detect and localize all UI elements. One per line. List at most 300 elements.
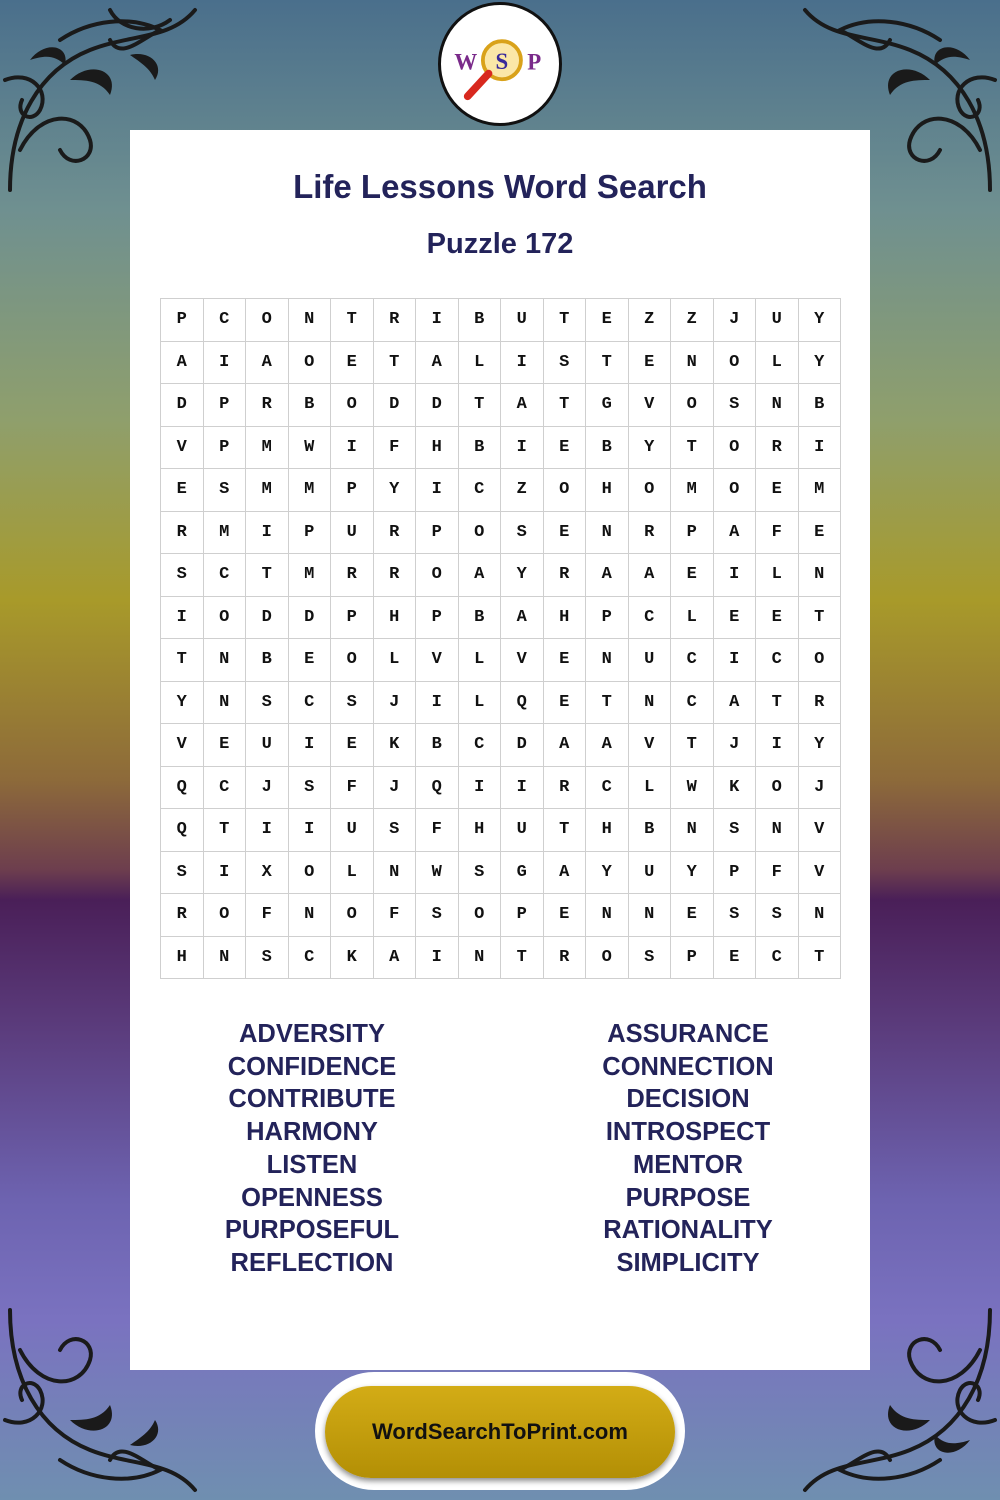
grid-cell: F: [373, 426, 416, 469]
grid-cell: B: [586, 426, 629, 469]
grid-row: [161, 851, 841, 894]
grid-cell: S: [246, 936, 289, 979]
grid-cell: Y: [373, 469, 416, 512]
grid-cell: A: [586, 724, 629, 767]
grid-cell: N: [288, 894, 331, 937]
grid-cell: O: [331, 894, 374, 937]
word-list-item: MENTOR: [632, 1150, 744, 1179]
grid-cell: F: [416, 809, 459, 852]
grid-cell: M: [246, 469, 289, 512]
grid-cell: S: [416, 894, 459, 937]
grid-cell: V: [416, 639, 459, 682]
grid-cell: M: [203, 511, 246, 554]
grid-cell: Y: [671, 851, 714, 894]
grid-cell: I: [416, 469, 459, 512]
grid-cell: R: [543, 554, 586, 597]
grid-row: [161, 894, 841, 937]
grid-cell: Z: [628, 299, 671, 342]
grid-cell: Q: [161, 809, 204, 852]
grid-cell: B: [798, 384, 841, 427]
grid-cell: E: [331, 341, 374, 384]
grid-cell: I: [756, 724, 799, 767]
grid-cell: N: [586, 894, 629, 937]
grid-cell: L: [458, 639, 501, 682]
grid-cell: F: [756, 511, 799, 554]
grid-cell: T: [331, 299, 374, 342]
grid-row: [161, 936, 841, 979]
grid-cell: T: [501, 936, 544, 979]
grid-cell: O: [331, 639, 374, 682]
grid-cell: S: [288, 766, 331, 809]
grid-cell: I: [416, 299, 459, 342]
grid-cell: C: [203, 554, 246, 597]
grid-cell: U: [628, 851, 671, 894]
grid-cell: T: [161, 639, 204, 682]
grid-cell: I: [246, 809, 289, 852]
grid-cell: V: [628, 724, 671, 767]
grid-cell: I: [416, 936, 459, 979]
grid-cell: H: [416, 426, 459, 469]
grid-cell: E: [713, 596, 756, 639]
grid-cell: H: [586, 469, 629, 512]
grid-cell: I: [501, 426, 544, 469]
grid-cell: S: [713, 894, 756, 937]
word-list-item: INTROSPECT: [605, 1118, 771, 1147]
grid-cell: E: [543, 639, 586, 682]
grid-cell: N: [671, 809, 714, 852]
grid-cell: V: [798, 851, 841, 894]
grid-cell: L: [628, 766, 671, 809]
word-list-item: HARMONY: [246, 1118, 378, 1147]
grid-cell: R: [543, 936, 586, 979]
grid-row: [161, 511, 841, 554]
grid-cell: I: [501, 766, 544, 809]
grid-cell: R: [373, 299, 416, 342]
word-list-item: REFLECTION: [230, 1248, 394, 1277]
grid-cell: B: [246, 639, 289, 682]
grid-cell: F: [331, 766, 374, 809]
grid-cell: N: [586, 639, 629, 682]
grid-cell: E: [756, 469, 799, 512]
grid-cell: C: [756, 936, 799, 979]
word-list-item: SIMPLICITY: [616, 1248, 760, 1277]
grid-cell: O: [628, 469, 671, 512]
grid-cell: Y: [161, 681, 204, 724]
grid-cell: A: [501, 384, 544, 427]
grid-cell: N: [373, 851, 416, 894]
grid-cell: E: [671, 554, 714, 597]
grid-cell: T: [458, 384, 501, 427]
grid-row: [161, 341, 841, 384]
grid-cell: C: [458, 724, 501, 767]
grid-cell: M: [288, 469, 331, 512]
grid-cell: A: [713, 681, 756, 724]
grid-cell: P: [501, 894, 544, 937]
word-list-item: LISTEN: [266, 1150, 358, 1179]
grid-cell: H: [543, 596, 586, 639]
grid-cell: N: [586, 511, 629, 554]
grid-cell: Q: [161, 766, 204, 809]
grid-cell: C: [288, 681, 331, 724]
grid-cell: E: [713, 936, 756, 979]
grid-cell: N: [756, 384, 799, 427]
word-list-item: DECISION: [626, 1085, 750, 1114]
grid-cell: S: [628, 936, 671, 979]
footer-container: [315, 1372, 685, 1490]
grid-cell: E: [671, 894, 714, 937]
grid-cell: D: [288, 596, 331, 639]
grid-cell: B: [458, 596, 501, 639]
grid-cell: U: [246, 724, 289, 767]
grid-cell: S: [161, 554, 204, 597]
grid-cell: S: [161, 851, 204, 894]
grid-cell: A: [246, 341, 289, 384]
grid-cell: T: [798, 936, 841, 979]
grid-cell: I: [203, 851, 246, 894]
grid-cell: Y: [501, 554, 544, 597]
grid-cell: D: [501, 724, 544, 767]
grid-cell: I: [713, 639, 756, 682]
logo-letter-s: S: [495, 48, 509, 74]
word-list-item: OPENNESS: [241, 1183, 383, 1212]
grid-cell: P: [203, 384, 246, 427]
grid-cell: O: [288, 851, 331, 894]
grid-row: [161, 554, 841, 597]
grid-cell: S: [331, 681, 374, 724]
grid-cell: T: [543, 299, 586, 342]
word-list-left: [182, 1018, 442, 1280]
grid-cell: Q: [501, 681, 544, 724]
word-list-right: [558, 1018, 818, 1280]
grid-cell: H: [161, 936, 204, 979]
site-logo[interactable]: [438, 2, 562, 126]
puzzle-number: Puzzle 172: [426, 228, 574, 260]
grid-cell: E: [798, 511, 841, 554]
grid-cell: N: [671, 341, 714, 384]
logo-letter-w: W: [454, 49, 478, 75]
website-link-button[interactable]: WordSearchToPrint.com: [325, 1386, 675, 1478]
grid-cell: T: [373, 341, 416, 384]
grid-cell: V: [161, 724, 204, 767]
grid-cell: O: [713, 426, 756, 469]
grid-cell: J: [798, 766, 841, 809]
grid-cell: D: [373, 384, 416, 427]
grid-cell: A: [586, 554, 629, 597]
grid-cell: J: [713, 299, 756, 342]
grid-cell: O: [288, 341, 331, 384]
grid-cell: O: [798, 639, 841, 682]
word-list-item: RATIONALITY: [603, 1216, 773, 1245]
grid-cell: R: [543, 766, 586, 809]
grid-cell: A: [458, 554, 501, 597]
grid-cell: U: [331, 511, 374, 554]
grid-cell: L: [671, 596, 714, 639]
grid-cell: V: [628, 384, 671, 427]
grid-cell: M: [288, 554, 331, 597]
word-list-item: ADVERSITY: [239, 1020, 385, 1048]
grid-cell: I: [458, 766, 501, 809]
grid-cell: J: [246, 766, 289, 809]
puzzle-sheet: [130, 130, 870, 1370]
grid-cell: I: [713, 554, 756, 597]
grid-cell: A: [501, 596, 544, 639]
page-title: Life Lessons Word Search: [293, 168, 707, 205]
grid-cell: O: [756, 766, 799, 809]
grid-cell: Y: [798, 299, 841, 342]
grid-cell: N: [798, 894, 841, 937]
grid-cell: O: [713, 341, 756, 384]
grid-cell: J: [373, 766, 416, 809]
word-list-item: CONNECTION: [602, 1052, 774, 1081]
grid-cell: S: [458, 851, 501, 894]
grid-cell: A: [161, 341, 204, 384]
grid-cell: G: [501, 851, 544, 894]
grid-cell: U: [501, 809, 544, 852]
grid-cell: E: [543, 894, 586, 937]
grid-cell: B: [458, 426, 501, 469]
grid-cell: O: [458, 511, 501, 554]
grid-cell: L: [331, 851, 374, 894]
grid-cell: S: [246, 681, 289, 724]
grid-cell: C: [756, 639, 799, 682]
grid-row: [161, 639, 841, 682]
grid-cell: W: [671, 766, 714, 809]
logo-letter-p: P: [527, 49, 542, 75]
grid-cell: A: [713, 511, 756, 554]
grid-cell: R: [628, 511, 671, 554]
grid-cell: B: [628, 809, 671, 852]
grid-cell: I: [203, 341, 246, 384]
grid-row: [161, 596, 841, 639]
grid-row: [161, 469, 841, 512]
grid-cell: E: [543, 511, 586, 554]
grid-cell: F: [756, 851, 799, 894]
grid-cell: I: [288, 724, 331, 767]
grid-cell: J: [713, 724, 756, 767]
grid-cell: C: [458, 469, 501, 512]
grid-cell: K: [713, 766, 756, 809]
grid-cell: N: [203, 936, 246, 979]
word-list-item: ASSURANCE: [607, 1020, 769, 1048]
word-list-item: CONTRIBUTE: [228, 1085, 396, 1114]
grid-cell: J: [373, 681, 416, 724]
grid-row: [161, 299, 841, 342]
grid-cell: H: [458, 809, 501, 852]
grid-cell: I: [331, 426, 374, 469]
grid-cell: T: [798, 596, 841, 639]
grid-cell: A: [543, 851, 586, 894]
grid-cell: C: [586, 766, 629, 809]
grid-cell: L: [756, 341, 799, 384]
grid-cell: D: [246, 596, 289, 639]
grid-cell: D: [161, 384, 204, 427]
grid-cell: O: [203, 596, 246, 639]
grid-row: [161, 426, 841, 469]
grid-cell: N: [203, 639, 246, 682]
grid-cell: S: [373, 809, 416, 852]
grid-cell: T: [586, 681, 629, 724]
grid-cell: E: [288, 639, 331, 682]
grid-cell: Y: [586, 851, 629, 894]
grid-cell: R: [373, 511, 416, 554]
grid-cell: S: [543, 341, 586, 384]
grid-cell: K: [331, 936, 374, 979]
grid-cell: Z: [671, 299, 714, 342]
grid-cell: O: [671, 384, 714, 427]
grid-cell: B: [416, 724, 459, 767]
grid-cell: N: [628, 681, 671, 724]
grid-cell: B: [288, 384, 331, 427]
grid-cell: A: [543, 724, 586, 767]
grid-cell: E: [161, 469, 204, 512]
grid-cell: N: [288, 299, 331, 342]
grid-cell: A: [373, 936, 416, 979]
grid-cell: R: [373, 554, 416, 597]
grid-cell: G: [586, 384, 629, 427]
word-list-item: CONFIDENCE: [227, 1052, 397, 1081]
grid-cell: E: [586, 299, 629, 342]
grid-cell: S: [713, 384, 756, 427]
grid-cell: A: [628, 554, 671, 597]
grid-cell: D: [416, 384, 459, 427]
grid-cell: F: [246, 894, 289, 937]
grid-cell: R: [161, 894, 204, 937]
grid-cell: I: [501, 341, 544, 384]
grid-cell: I: [288, 809, 331, 852]
grid-cell: P: [331, 596, 374, 639]
grid-cell: S: [756, 894, 799, 937]
grid-cell: C: [203, 766, 246, 809]
grid-cell: R: [331, 554, 374, 597]
grid-cell: V: [161, 426, 204, 469]
grid-cell: C: [288, 936, 331, 979]
grid-cell: C: [671, 681, 714, 724]
grid-cell: T: [543, 384, 586, 427]
grid-cell: W: [288, 426, 331, 469]
grid-cell: M: [798, 469, 841, 512]
grid-cell: E: [756, 596, 799, 639]
grid-cell: Y: [798, 341, 841, 384]
grid-cell: T: [246, 554, 289, 597]
grid-cell: U: [331, 809, 374, 852]
grid-cell: N: [798, 554, 841, 597]
grid-cell: A: [416, 341, 459, 384]
grid-row: [161, 766, 841, 809]
grid-cell: O: [331, 384, 374, 427]
grid-cell: H: [586, 809, 629, 852]
grid-cell: F: [373, 894, 416, 937]
grid-cell: T: [756, 681, 799, 724]
letter-grid: [160, 298, 841, 979]
grid-cell: O: [713, 469, 756, 512]
grid-cell: X: [246, 851, 289, 894]
grid-cell: R: [756, 426, 799, 469]
grid-cell: P: [161, 299, 204, 342]
grid-cell: I: [246, 511, 289, 554]
grid-cell: C: [628, 596, 671, 639]
grid-cell: R: [246, 384, 289, 427]
grid-cell: U: [628, 639, 671, 682]
grid-cell: H: [373, 596, 416, 639]
grid-cell: P: [331, 469, 374, 512]
grid-row: [161, 724, 841, 767]
grid-cell: T: [543, 809, 586, 852]
grid-cell: E: [543, 426, 586, 469]
magnifier-logo-icon: [441, 5, 559, 123]
grid-cell: W: [416, 851, 459, 894]
grid-cell: O: [586, 936, 629, 979]
word-list-item: PURPOSE: [625, 1183, 751, 1212]
grid-cell: L: [756, 554, 799, 597]
grid-cell: S: [713, 809, 756, 852]
grid-cell: N: [628, 894, 671, 937]
grid-cell: V: [501, 639, 544, 682]
grid-cell: E: [543, 681, 586, 724]
grid-cell: O: [458, 894, 501, 937]
grid-cell: B: [458, 299, 501, 342]
grid-cell: R: [161, 511, 204, 554]
grid-cell: I: [798, 426, 841, 469]
grid-cell: T: [203, 809, 246, 852]
grid-cell: P: [671, 511, 714, 554]
grid-cell: M: [671, 469, 714, 512]
grid-cell: S: [203, 469, 246, 512]
grid-cell: E: [628, 341, 671, 384]
grid-cell: O: [203, 894, 246, 937]
grid-cell: N: [203, 681, 246, 724]
grid-cell: P: [671, 936, 714, 979]
grid-cell: T: [671, 724, 714, 767]
grid-cell: T: [671, 426, 714, 469]
grid-cell: P: [416, 511, 459, 554]
grid-cell: E: [203, 724, 246, 767]
grid-row: [161, 809, 841, 852]
grid-cell: K: [373, 724, 416, 767]
grid-cell: P: [713, 851, 756, 894]
grid-cell: Y: [798, 724, 841, 767]
grid-row: [161, 681, 841, 724]
grid-cell: P: [203, 426, 246, 469]
grid-cell: T: [586, 341, 629, 384]
grid-cell: E: [331, 724, 374, 767]
grid-cell: P: [416, 596, 459, 639]
grid-cell: S: [501, 511, 544, 554]
grid-cell: Z: [501, 469, 544, 512]
grid-cell: I: [161, 596, 204, 639]
grid-row: [161, 384, 841, 427]
grid-cell: I: [416, 681, 459, 724]
grid-cell: V: [798, 809, 841, 852]
grid-cell: U: [756, 299, 799, 342]
grid-cell: N: [458, 936, 501, 979]
grid-cell: Y: [628, 426, 671, 469]
grid-cell: Q: [416, 766, 459, 809]
grid-cell: P: [288, 511, 331, 554]
grid-cell: M: [246, 426, 289, 469]
word-list-item: PURPOSEFUL: [224, 1216, 400, 1245]
grid-cell: L: [458, 341, 501, 384]
grid-cell: L: [373, 639, 416, 682]
grid-cell: O: [246, 299, 289, 342]
grid-cell: N: [756, 809, 799, 852]
grid-cell: C: [203, 299, 246, 342]
grid-cell: C: [671, 639, 714, 682]
grid-cell: P: [586, 596, 629, 639]
grid-cell: O: [543, 469, 586, 512]
grid-cell: U: [501, 299, 544, 342]
grid-cell: L: [458, 681, 501, 724]
grid-cell: O: [416, 554, 459, 597]
